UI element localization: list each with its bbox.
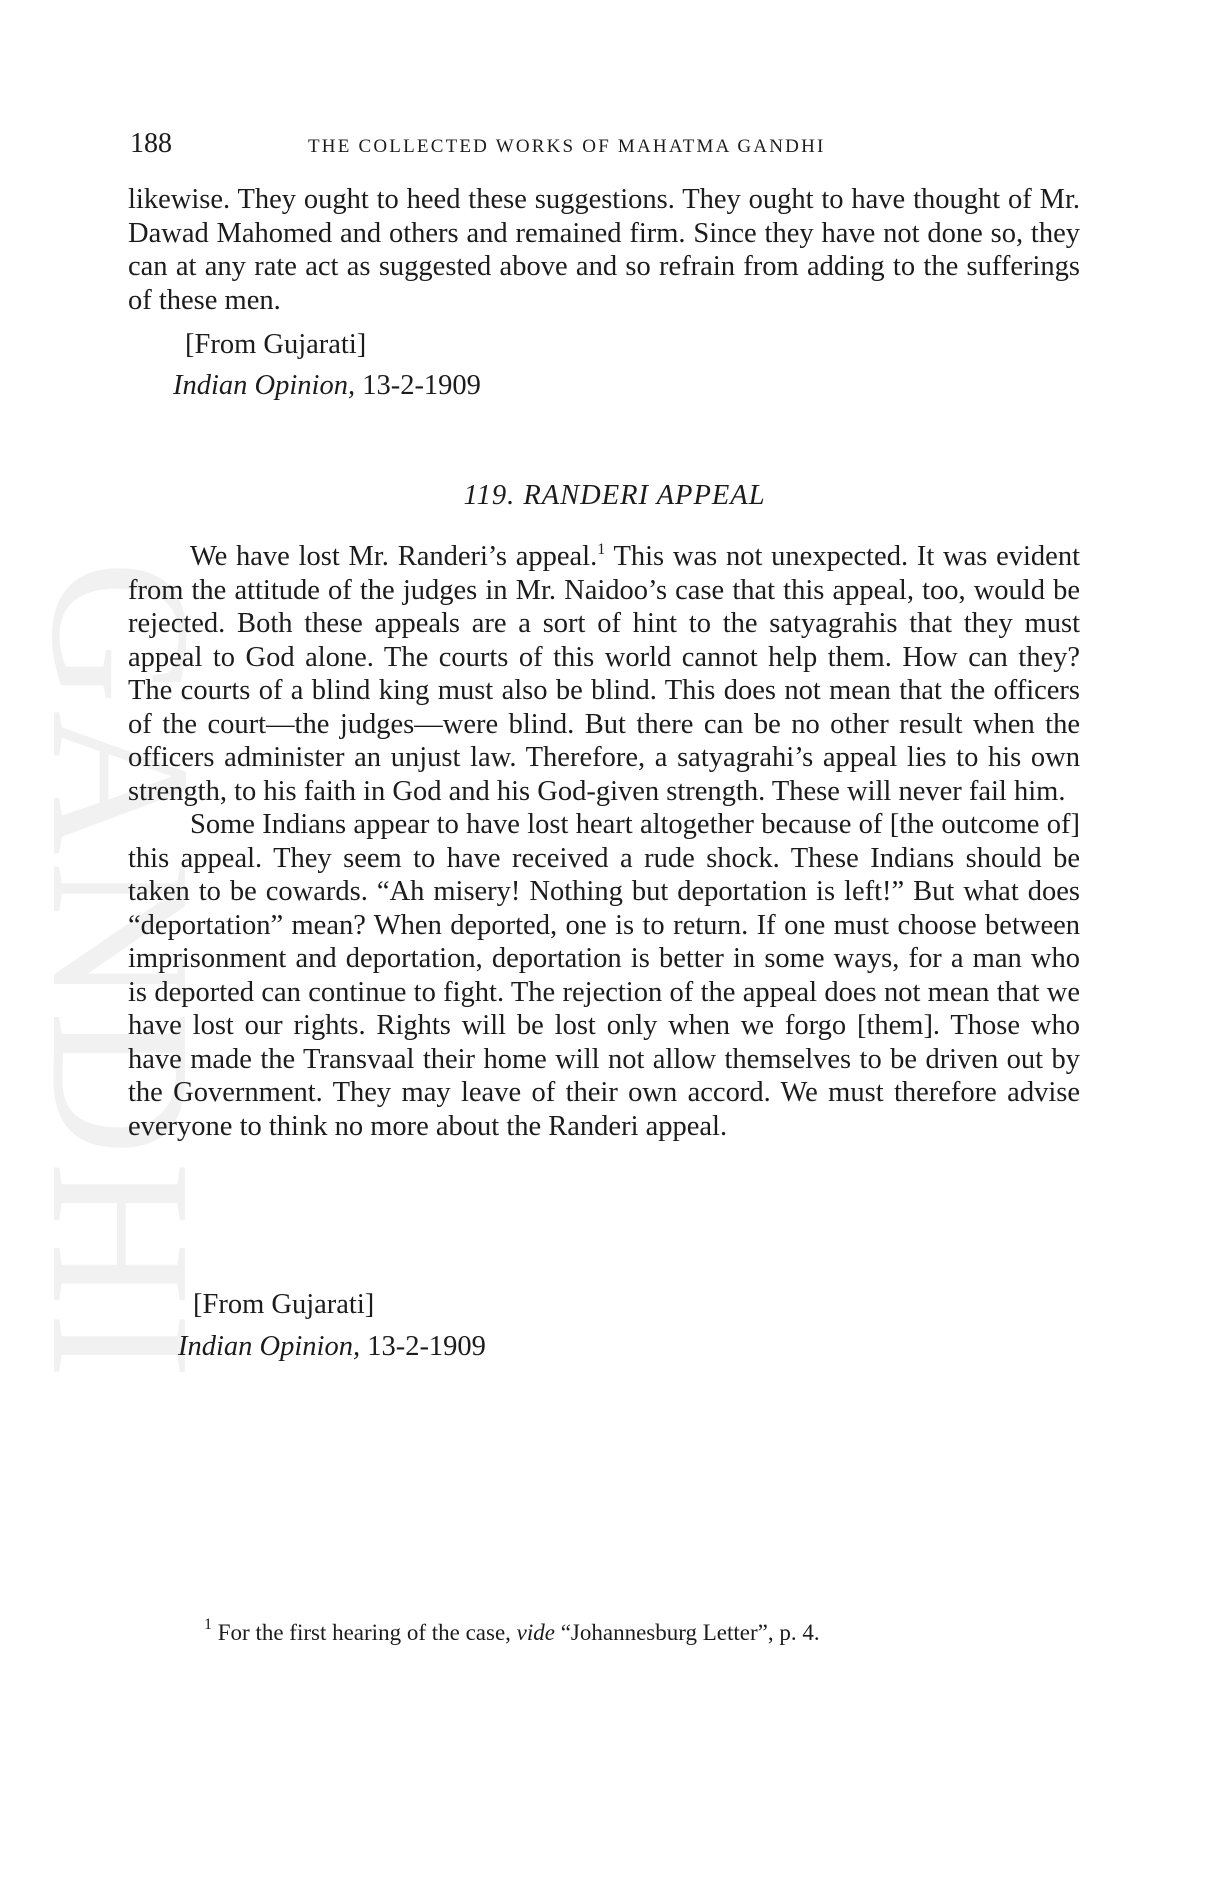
watermark-text: GANDHI [10, 560, 231, 1385]
page-number: 188 [130, 128, 172, 159]
previous-source-date: 13-2-1909 [362, 370, 481, 401]
previous-article-ending [128, 183, 1080, 317]
article-source-date: 13-2-1909 [367, 1331, 486, 1362]
article-body [128, 540, 1080, 1143]
footnote-text-end: “Johannesburg Letter”, p. 4. [554, 1620, 820, 1645]
previous-paragraph: likewise. They ought to heed these suggestions. They ought to have thought of Mr. Dawad Mahomed and others and remained firm. Since they have not done so, they can at any rate act as suggested above and so refrain from adding to the sufferings of these men. [128, 184, 1080, 316]
article-paragraph-1 [128, 540, 1080, 808]
running-title: THE COLLECTED WORKS OF MAHATMA GANDHI [308, 136, 826, 157]
article-source-publication: Indian Opinion, [178, 1331, 361, 1362]
article-heading: 119. RANDERI APPEAL [463, 480, 766, 511]
previous-source-citation [173, 369, 481, 403]
footnote-vide: vide [516, 1620, 555, 1645]
article-source-citation [178, 1330, 486, 1364]
previous-source-publication: Indian Opinion, [173, 370, 356, 401]
article-paragraph-2: Some Indians appear to have lost heart altogether because of [the outcome of] this appeal. They seem to have received a rude shock. These Indians should be taken to be cowards. “Ah misery! Nothing but deportation is left!” But what does “deportation” mean? When deported, one is to return. If one must choose between imprisonment and deportation, deportation is better in some ways, for a man who is deported can continue to fight. The rejection of the appeal does not mean that we have lost our rights. Rights will be lost only when we forgo [them]. Those who have made the Transvaal their home will not allow themselves to be driven out by the Government. They may leave of their own accord. We must therefore advise everyone to think no more about the Randeri appeal. [128, 809, 1080, 1142]
footnote-reference: 1 [597, 541, 606, 558]
previous-source-language: [From Gujarati] [185, 329, 367, 360]
footnote [204, 1616, 820, 1646]
page-header [130, 128, 1080, 168]
footnote-marker: 1 [204, 1616, 212, 1633]
article-source-language: [From Gujarati] [193, 1289, 375, 1320]
footnote-text-start: For the first hearing of the case, [217, 1620, 517, 1645]
paragraph-1-start: We have lost Mr. Randeri’s appeal. [190, 541, 598, 572]
paragraph-1-rest: This was not unexpected. It was evident from the attitude of the judges in Mr. Naidoo’s case that this appeal, too, would be rejected. Both these appeals are a sort of hint to the satyagrahis that they must appeal to God alone. The courts of this world cannot help them. How can they? The courts of a blind king must also be blind. This does not mean that the officers of the court—the judges—were blind. But there can be no other result when the officers administer an unjust law. Therefore, a satyagrahi’s appeal lies to his own strength, to his faith in God and his God-given strength. These will never fail him. [128, 541, 1080, 807]
